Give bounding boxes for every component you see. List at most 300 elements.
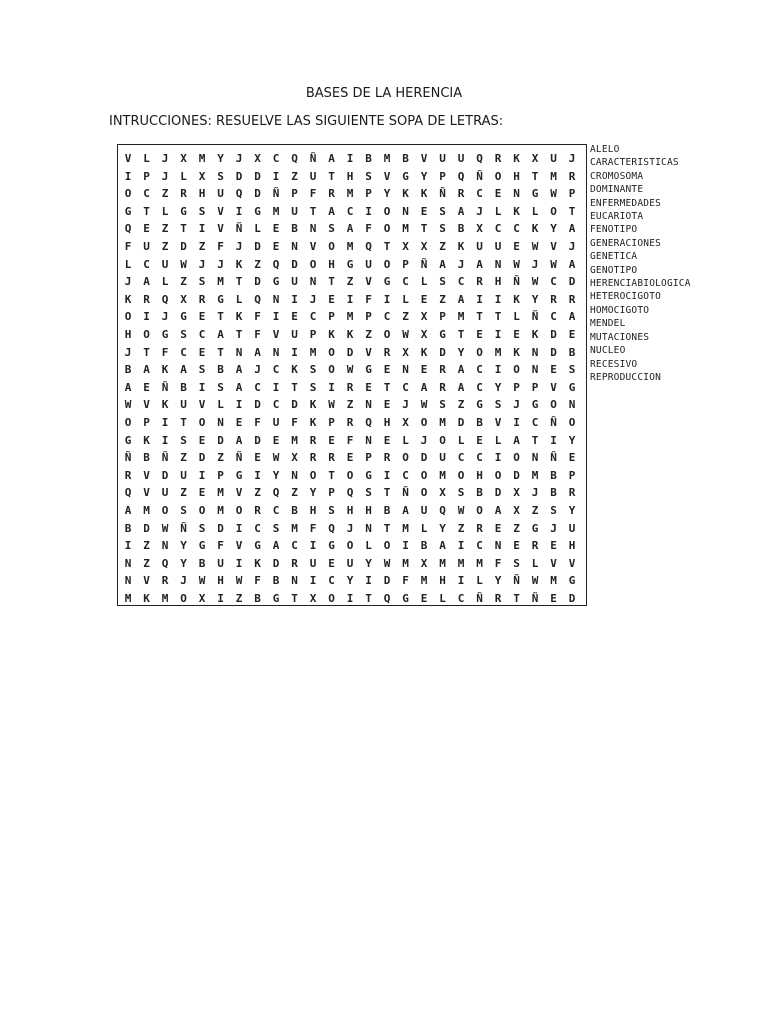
grid-row xyxy=(118,449,586,467)
grid-letter: T xyxy=(328,169,335,183)
grid-letter: U xyxy=(457,152,465,165)
grid-letter: R xyxy=(494,592,502,605)
grid-letter: T xyxy=(180,222,187,236)
grid-letter: E xyxy=(291,310,298,324)
grid-letter: T xyxy=(328,275,335,289)
grid-letter: A xyxy=(217,328,224,341)
grid-letter: A xyxy=(143,363,150,377)
grid-letter: R xyxy=(254,504,261,517)
grid-letter: M xyxy=(402,222,409,236)
grid-letter: Y xyxy=(383,187,391,201)
grid-letter: J xyxy=(568,152,576,165)
grid-letter: V xyxy=(550,556,557,570)
grid-letter: E xyxy=(328,292,335,306)
grid-letter: A xyxy=(402,504,409,517)
grid-letter: O xyxy=(180,592,187,605)
grid-letter: Y xyxy=(494,380,502,394)
grid-letter: F xyxy=(309,187,317,201)
grid-letter: V xyxy=(420,152,428,165)
grid-letter: Q xyxy=(476,152,483,165)
grid-letter: T xyxy=(531,433,539,447)
grid-letter: Y xyxy=(550,222,557,236)
grid-letter: W xyxy=(383,556,391,570)
grid-letter: Z xyxy=(291,486,298,500)
grid-letter: I xyxy=(457,539,465,553)
grid-letter: C xyxy=(328,574,335,588)
grid-letter: K xyxy=(402,187,409,201)
grid-letter: T xyxy=(383,380,391,394)
grid-letter: B xyxy=(291,504,298,517)
grid-letter: R xyxy=(568,486,576,500)
grid-letter: W xyxy=(124,398,132,412)
grid-letter: A xyxy=(235,380,243,394)
grid-letter: P xyxy=(568,468,576,482)
grid-letter: N xyxy=(124,556,132,570)
grid-letter: R xyxy=(568,292,576,306)
grid-letter: A xyxy=(124,504,132,517)
grid-letter: N xyxy=(124,574,132,588)
grid-letter: I xyxy=(457,574,465,588)
grid-letter: V xyxy=(365,345,372,359)
grid-letter: O xyxy=(383,539,391,553)
grid-letter: O xyxy=(383,204,391,218)
grid-letter: E xyxy=(476,433,483,447)
grid-letter: M xyxy=(439,556,446,570)
grid-letter: D xyxy=(457,416,465,429)
grid-letter: V xyxy=(272,328,280,341)
grid-letter: F xyxy=(365,222,372,236)
grid-letter: E xyxy=(328,556,335,570)
word-list-item: RECESIVO xyxy=(590,358,638,370)
grid-letter: O xyxy=(402,451,409,465)
grid-letter: M xyxy=(476,556,483,570)
grid-letter: I xyxy=(198,380,206,394)
grid-letter: Ñ xyxy=(476,592,483,605)
grid-letter: Q xyxy=(365,240,372,253)
grid-letter: T xyxy=(513,592,520,605)
grid-letter: V xyxy=(198,398,206,412)
grid-letter: S xyxy=(439,222,446,236)
grid-letter: Y xyxy=(420,169,428,183)
grid-letter: W xyxy=(235,574,243,588)
grid-letter: G xyxy=(124,433,132,447)
grid-letter: O xyxy=(309,468,317,482)
grid-letter: D xyxy=(494,486,502,500)
grid-letter: N xyxy=(217,416,224,429)
grid-letter: F xyxy=(291,416,298,429)
grid-letter: Q xyxy=(272,257,280,271)
grid-letter: B xyxy=(198,556,206,570)
grid-letter: G xyxy=(161,328,169,341)
grid-letter: F xyxy=(254,328,261,341)
grid-letter: C xyxy=(143,257,150,271)
grid-letter: D xyxy=(198,451,206,465)
grid-letter: B xyxy=(124,521,132,535)
grid-letter: A xyxy=(476,257,483,271)
grid-letter: C xyxy=(513,222,520,236)
grid-letter: G xyxy=(439,328,446,341)
grid-letter: K xyxy=(513,345,520,359)
grid-letter: U xyxy=(161,486,169,500)
grid-letter: E xyxy=(476,328,483,341)
grid-letter: K xyxy=(531,328,539,341)
grid-letter: L xyxy=(254,222,261,236)
word-list-item: GENERACIONES xyxy=(590,237,662,249)
grid-letter: W xyxy=(180,257,187,271)
grid-letter: I xyxy=(309,574,317,588)
grid-letter: H xyxy=(217,574,224,588)
grid-letter: L xyxy=(531,556,539,570)
grid-letter: R xyxy=(383,345,391,359)
grid-letter: S xyxy=(457,486,465,500)
grid-letter: S xyxy=(198,521,206,535)
grid-letter: W xyxy=(531,574,539,588)
grid-letter: H xyxy=(476,468,483,482)
grid-letter: D xyxy=(254,187,261,201)
grid-letter: G xyxy=(531,521,539,535)
grid-letter: X xyxy=(309,592,317,605)
grid-letter: R xyxy=(328,451,335,465)
instructions-text: INTRUCCIONES: RESUELVE LAS SIGUIENTE SOPA DE LETRAS: xyxy=(109,114,504,129)
grid-letter: C xyxy=(476,539,483,553)
grid-row xyxy=(118,308,586,326)
grid-letter: J xyxy=(402,398,409,412)
grid-letter: S xyxy=(550,504,557,517)
grid-letter: G xyxy=(531,398,539,412)
grid-letter: T xyxy=(143,345,150,359)
grid-letter: N xyxy=(291,240,298,253)
grid-letter: Z xyxy=(235,592,243,605)
grid-letter: T xyxy=(531,169,539,183)
grid-letter: U xyxy=(217,187,224,201)
grid-letter: T xyxy=(291,380,298,394)
grid-letter: C xyxy=(272,152,280,165)
grid-letter: X xyxy=(531,152,539,165)
grid-letter: G xyxy=(383,275,391,289)
grid-letter: Ñ xyxy=(513,275,520,289)
grid-letter: G xyxy=(531,187,539,201)
grid-letter: W xyxy=(513,257,520,271)
grid-letter: W xyxy=(198,574,206,588)
grid-letter: W xyxy=(346,363,354,377)
grid-letter: R xyxy=(550,292,557,306)
grid-letter: T xyxy=(235,275,243,289)
grid-letter: E xyxy=(550,539,557,553)
grid-letter: J xyxy=(513,398,520,412)
grid-letter: S xyxy=(328,222,335,236)
grid-letter: N xyxy=(365,433,372,447)
grid-letter: Y xyxy=(180,539,187,553)
grid-letter: V xyxy=(235,486,243,500)
grid-letter: W xyxy=(550,257,557,271)
grid-row xyxy=(118,484,586,502)
grid-letter: E xyxy=(383,398,391,412)
grid-letter: W xyxy=(328,398,335,412)
grid-letter: B xyxy=(291,222,298,236)
word-list-item: HETEROCIGOTO xyxy=(590,291,662,303)
grid-letter: W xyxy=(550,187,557,201)
grid-letter: N xyxy=(402,363,409,377)
grid-letter: R xyxy=(457,187,465,201)
grid-letter: O xyxy=(328,240,335,253)
grid-letter: A xyxy=(272,539,280,553)
grid-letter: S xyxy=(217,169,224,183)
grid-letter: O xyxy=(568,416,576,429)
grid-letter: S xyxy=(198,363,206,377)
grid-letter: G xyxy=(568,574,576,588)
grid-letter: M xyxy=(531,468,539,482)
grid-letter: K xyxy=(420,345,428,359)
grid-letter: R xyxy=(309,433,317,447)
grid-letter: Ñ xyxy=(439,187,446,201)
grid-letter: O xyxy=(383,328,391,341)
grid-letter: X xyxy=(402,416,409,429)
grid-letter: U xyxy=(291,328,298,341)
grid-letter: Ñ xyxy=(531,592,539,605)
grid-letter: S xyxy=(180,328,187,341)
grid-letter: J xyxy=(161,169,169,183)
grid-letter: T xyxy=(143,204,150,218)
grid-letter: J xyxy=(457,257,465,271)
grid-letter: H xyxy=(568,539,576,553)
grid-letter: J xyxy=(124,345,132,359)
grid-letter: Z xyxy=(402,310,409,324)
grid-letter: E xyxy=(143,380,150,394)
grid-letter: Z xyxy=(161,187,169,201)
grid-letter: J xyxy=(309,292,317,306)
grid-letter: O xyxy=(124,310,132,324)
grid-letter: A xyxy=(457,380,465,394)
grid-letter: Q xyxy=(457,169,465,183)
grid-letter: I xyxy=(161,416,169,429)
grid-letter: M xyxy=(124,592,132,605)
grid-letter: F xyxy=(309,521,317,535)
grid-letter: W xyxy=(402,328,409,341)
grid-letter: H xyxy=(439,574,446,588)
grid-letter: T xyxy=(217,345,224,359)
grid-letter: D xyxy=(568,275,576,289)
grid-letter: S xyxy=(198,204,206,218)
grid-letter: J xyxy=(161,152,169,165)
grid-letter: K xyxy=(161,363,169,377)
grid-letter: S xyxy=(568,363,576,377)
grid-row xyxy=(118,238,586,256)
grid-letter: I xyxy=(494,451,502,465)
grid-letter: C xyxy=(383,310,391,324)
grid-letter: T xyxy=(568,204,576,218)
grid-letter: E xyxy=(383,433,391,447)
grid-letter: N xyxy=(365,398,372,412)
grid-letter: A xyxy=(439,257,446,271)
grid-letter: N xyxy=(291,468,298,482)
word-list-item: MENDEL xyxy=(590,318,626,330)
grid-letter: J xyxy=(180,574,187,588)
grid-letter: G xyxy=(568,380,576,394)
grid-letter: H xyxy=(346,169,354,183)
grid-letter: Q xyxy=(235,187,243,201)
grid-letter: U xyxy=(291,204,298,218)
grid-letter: D xyxy=(550,328,557,341)
grid-letter: Q xyxy=(124,222,132,236)
grid-letter: Ñ xyxy=(309,152,317,165)
grid-letter: T xyxy=(476,310,483,324)
grid-letter: V xyxy=(550,380,557,394)
grid-letter: G xyxy=(476,398,483,412)
grid-letter: X xyxy=(198,169,206,183)
grid-letter: F xyxy=(254,416,261,429)
grid-letter: E xyxy=(550,592,557,605)
grid-letter: F xyxy=(346,433,354,447)
grid-letter: D xyxy=(235,169,243,183)
grid-letter: S xyxy=(180,433,187,447)
grid-letter: D xyxy=(217,521,224,535)
word-list-item: DOMINANTE xyxy=(590,184,644,196)
grid-letter: W xyxy=(531,275,539,289)
grid-letter: Z xyxy=(254,257,261,271)
grid-letter: Z xyxy=(161,222,169,236)
grid-letter: L xyxy=(494,433,502,447)
grid-letter: V xyxy=(568,556,576,570)
grid-letter: Ñ xyxy=(550,451,557,465)
grid-letter: E xyxy=(143,222,150,236)
grid-letter: U xyxy=(568,521,576,535)
grid-letter: Z xyxy=(198,240,206,253)
grid-letter: Q xyxy=(254,292,261,306)
grid-letter: U xyxy=(494,240,502,253)
grid-letter: A xyxy=(124,380,132,394)
grid-letter: F xyxy=(217,240,224,253)
grid-letter: C xyxy=(272,363,280,377)
grid-letter: C xyxy=(309,310,317,324)
word-list-item: FENOTIPO xyxy=(590,224,638,236)
grid-letter: D xyxy=(291,398,298,412)
grid-letter: E xyxy=(420,292,428,306)
grid-letter: V xyxy=(550,240,557,253)
grid-row xyxy=(118,432,586,450)
grid-letter: J xyxy=(161,310,169,324)
grid-letter: Ñ xyxy=(550,416,557,429)
grid-letter: O xyxy=(309,257,317,271)
grid-letter: C xyxy=(402,468,409,482)
grid-letter: I xyxy=(254,468,261,482)
grid-letter: O xyxy=(328,592,335,605)
word-list-item: CROMOSOMA xyxy=(590,170,644,182)
grid-letter: G xyxy=(124,204,132,218)
grid-letter: E xyxy=(198,310,206,324)
grid-letter: M xyxy=(457,310,465,324)
grid-letter: K xyxy=(254,556,261,570)
grid-letter: O xyxy=(383,222,391,236)
grid-letter: W xyxy=(161,521,169,535)
grid-letter: K xyxy=(309,398,317,412)
grid-letter: X xyxy=(476,222,483,236)
grid-letter: L xyxy=(513,310,520,324)
grid-letter: O xyxy=(328,363,335,377)
grid-letter: Y xyxy=(309,486,317,500)
grid-letter: G xyxy=(180,204,187,218)
grid-letter: R xyxy=(531,539,539,553)
word-search-grid xyxy=(117,144,587,606)
grid-letter: I xyxy=(272,169,280,183)
grid-letter: P xyxy=(365,451,372,465)
grid-letter: B xyxy=(217,363,224,377)
grid-letter: C xyxy=(272,398,280,412)
grid-letter: A xyxy=(568,257,576,271)
grid-letter: O xyxy=(420,486,428,500)
grid-letter: S xyxy=(309,363,317,377)
grid-letter: Z xyxy=(531,504,539,517)
grid-letter: M xyxy=(457,556,465,570)
grid-letter: N xyxy=(402,204,409,218)
grid-letter: C xyxy=(476,363,483,377)
grid-letter: Ñ xyxy=(420,257,428,271)
grid-letter: E xyxy=(494,187,502,201)
grid-letter: E xyxy=(494,521,502,535)
grid-letter: I xyxy=(235,398,243,412)
grid-letter: Y xyxy=(457,345,465,359)
grid-letter: I xyxy=(346,292,354,306)
grid-letter: B xyxy=(550,486,557,500)
grid-row xyxy=(118,379,586,397)
grid-letter: L xyxy=(161,275,169,289)
grid-letter: X xyxy=(198,592,206,605)
grid-letter: T xyxy=(494,310,502,324)
grid-letter: L xyxy=(494,204,502,218)
grid-letter: C xyxy=(402,275,409,289)
grid-letter: K xyxy=(291,363,298,377)
grid-letter: O xyxy=(161,504,169,517)
grid-letter: C xyxy=(254,521,261,535)
grid-letter: M xyxy=(494,345,502,359)
grid-letter: U xyxy=(439,451,446,465)
grid-letter: R xyxy=(383,451,391,465)
grid-letter: J xyxy=(568,240,576,253)
grid-letter: N xyxy=(365,521,372,535)
grid-letter: E xyxy=(365,380,372,394)
grid-letter: Y xyxy=(494,574,502,588)
grid-letter: C xyxy=(476,380,483,394)
grid-letter: S xyxy=(309,380,317,394)
grid-letter: D xyxy=(161,468,169,482)
grid-letter: E xyxy=(420,592,428,605)
grid-letter: P xyxy=(439,310,446,324)
grid-letter: Ñ xyxy=(476,169,483,183)
grid-letter: D xyxy=(439,345,446,359)
grid-letter: S xyxy=(272,521,280,535)
grid-letter: B xyxy=(143,451,150,465)
grid-letter: P xyxy=(143,416,150,429)
grid-letter: B xyxy=(402,152,409,165)
grid-letter: D xyxy=(254,240,261,253)
grid-letter: N xyxy=(531,345,539,359)
grid-letter: T xyxy=(383,521,391,535)
grid-letter: B xyxy=(272,574,280,588)
grid-letter: L xyxy=(143,152,150,165)
grid-letter: L xyxy=(124,257,132,271)
grid-letter: Q xyxy=(291,152,298,165)
grid-letter: U xyxy=(180,468,187,482)
grid-letter: E xyxy=(235,416,243,429)
grid-letter: C xyxy=(346,204,354,218)
grid-letter: O xyxy=(439,433,446,447)
grid-letter: T xyxy=(457,328,465,341)
grid-letter: R xyxy=(568,169,576,183)
grid-letter: E xyxy=(513,240,520,253)
grid-letter: R xyxy=(143,292,150,306)
grid-letter: F xyxy=(365,292,372,306)
grid-letter: X xyxy=(420,240,428,253)
word-list-item: HERENCIABIOLOGICA xyxy=(590,278,691,290)
